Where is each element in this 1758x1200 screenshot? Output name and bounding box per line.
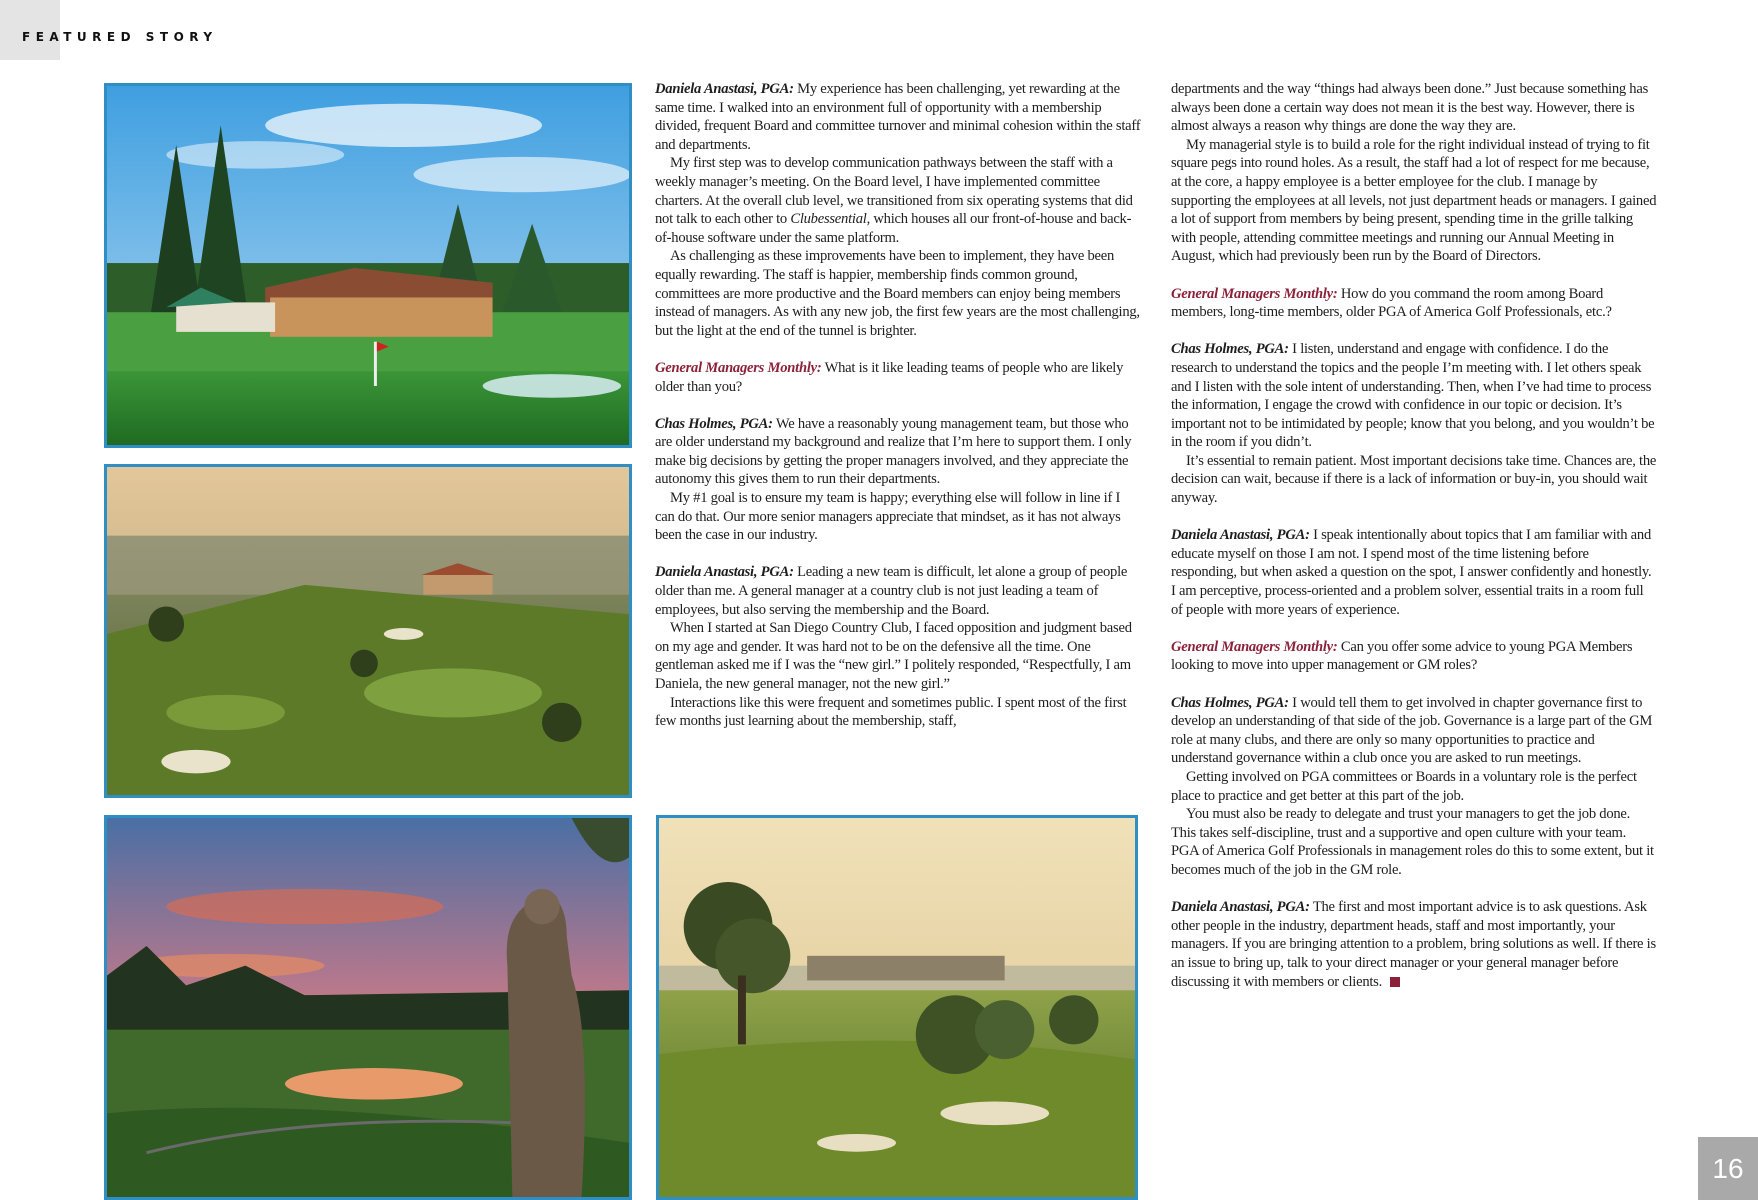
italic-term: Clubessential [790,211,867,228]
article-column-middle [655,80,1141,731]
paragraph [1171,638,1657,675]
paragraph [1171,694,1657,768]
paragraph [655,80,1141,154]
speaker-label: Daniela Anastasi, PGA: [1171,527,1310,544]
paragraph-text: How do you command the room among Board members, long-time members, older PGA of America Golf Professionals, etc.? [1171,285,1612,321]
paragraph: Getting involved on PGA committees or Boards in a voluntary role is the perfect place to practice and get better at this part of the job. [1171,768,1637,804]
paragraph [655,563,1141,619]
paragraph: When I started at San Diego Country Club, I faced opposition and judgment based on my age and gender. It was hard not to be on the defensive all the time. One gentleman asked me if I was the “new girl.” I politely responded, “Respectfully, I am Daniela, the new general manager, not the new girl.” [655,620,1132,692]
paragraph [1171,526,1657,619]
clubhouse-photo [104,83,632,448]
paragraph [655,415,1141,489]
paragraph-text: Leading a new team is difficult, let alone a group of people older than me. A general manager at a country club is not just leading a team of employees, but also serving the membership and the Board. [655,564,1128,618]
paragraph-text: I listen, understand and engage with confidence. I do the research to understand the topics and the people I’m meeting with. I let others speak and I listen with the sole intent of understanding. Then, when I’ve had time to process the information, I engage the crowd with confidence in our topic or decision. It’s important not to be intimidated by people; know that you belong, and you wouldn’t be in the room if you didn’t. [1171,341,1655,451]
paragraph: My #1 goal is to ensure my team is happy; everything else will follow in line if I can do that. Our more senior managers appreciate that mindset, as it has not always been the case in our industry. [655,490,1121,544]
paragraph-text: What is it like leading teams of people who are likely older than you? [655,359,1124,395]
speaker-label: Daniela Anastasi, PGA: [1171,899,1310,916]
paragraph [655,154,1141,247]
speaker-label: General Managers Monthly: [655,359,822,376]
paragraph: You must also be ready to delegate and trust your managers to get the job done. This takes self-discipline, trust and a supportive and open culture with your team. PGA of America Golf Professionals in management roles do this to some extent, but it becomes much of the job in the GM role. [1171,806,1654,878]
paragraph [1171,898,1657,991]
paragraph-text: We have a reasonably young management team, but those who are older understand my background and realize that I’m here to support them. I only make big decisions by getting the proper managers involved, and they appreciate the autonomy this gives them to run their departments. [655,415,1132,488]
section-label: FEATURED STORY [22,30,218,44]
paragraph-text: , which houses all our front-of-house and back-of-house software under the same platform. [655,211,1132,246]
paragraph-text: The first and most important advice is to ask questions. Ask other people in the industry, department heads, staff and most importantly, your managers. If you are bringing attention to a problem, bring solutions as well. If there is an issue to bring up, talk to your direct manager or your general manager before discussing it with members or clients. [1171,899,1656,990]
paragraph: My managerial style is to build a role for the right individual instead of trying to fit square pegs into round holes. As a result, the staff had a lot of respect for me because, at the core, a happy employee is a better employee for the club. I manage by supporting the employees at all levels, not just department heads or managers. I gained a lot of support from members by being present, spending time in the grille talking with people, attending committee meetings and running our Annual Meeting in August, which had previously been run by the Board of Directors. [1171,136,1657,265]
paragraph-text: I speak intentionally about topics that I am familiar with and educate myself on those I am not. I spend most of the time listening before responding, but when asked a question on the spot, I answer confidently and honestly. I am perceptive, process-oriented and a problem solver, essential traits in a room full of people with more years of experience. [1171,527,1652,618]
paragraph: Interactions like this were frequent and sometimes public. I spent most of the first few months just learning about the membership, staff, [655,694,1127,730]
page-number: 16 [1698,1137,1758,1200]
sunset-bear-statue-photo [104,815,632,1200]
paragraph: departments and the way “things had always been done.” Just because something has always been done a certain way does not mean it is the best way. However, there is almost always a reason why things are done the way they are. [1171,81,1649,135]
paragraph [655,359,1141,396]
course-trees-photo [656,815,1138,1200]
end-of-story-icon [1390,977,1400,987]
speaker-label: Daniela Anastasi, PGA: [655,81,794,97]
speaker-label: Chas Holmes, PGA: [1171,694,1289,711]
paragraph: As challenging as these improvements have been to implement, they have been equally rewarding. The staff is happier, membership finds common ground, committees are more productive and the Board members can enjoy being members instead of managers. As with any new job, the first few years are the most challenging, but the light at the end of the tunnel is brighter. [655,248,1140,339]
speaker-label: Daniela Anastasi, PGA: [655,564,794,581]
paragraph-text: I would tell them to get involved in chapter governance first to develop an understanding of that side of the job. Governance is a large part of the GM role at many clubs, and there are only so many opportunities to practice and understand governance within a club once you are asked to run meetings. [1171,694,1653,767]
paragraph [1171,285,1657,322]
speaker-label: General Managers Monthly: [1171,638,1338,655]
speaker-label: Chas Holmes, PGA: [655,415,773,432]
paragraph-text: My experience has been challenging, yet rewarding at the same time. I walked into an environment full of opportunity with a membership divided, frequent Board and committee turnover and minimal cohesion within the staff and departments. [655,81,1141,153]
paragraph-text: Can you offer some advice to young PGA Members looking to move into upper management or GM roles? [1171,638,1633,674]
paragraph [1171,340,1657,452]
paragraph: It’s essential to remain patient. Most important decisions take time. Chances are, the decision can wait, because if there is a lack of information or buy-in, you should wait anyway. [1171,452,1657,507]
article-column-right [1171,80,1657,991]
aerial-course-photo [104,464,632,798]
paragraph-text: My first step was to develop communication pathways between the staff with a weekly manager’s meeting. On the Board level, I have implemented committee charters. At the overall club level, we transitioned from six operating systems that did not talk to each other to [655,155,1133,228]
speaker-label: General Managers Monthly: [1171,285,1338,302]
speaker-label: Chas Holmes, PGA: [1171,341,1289,358]
